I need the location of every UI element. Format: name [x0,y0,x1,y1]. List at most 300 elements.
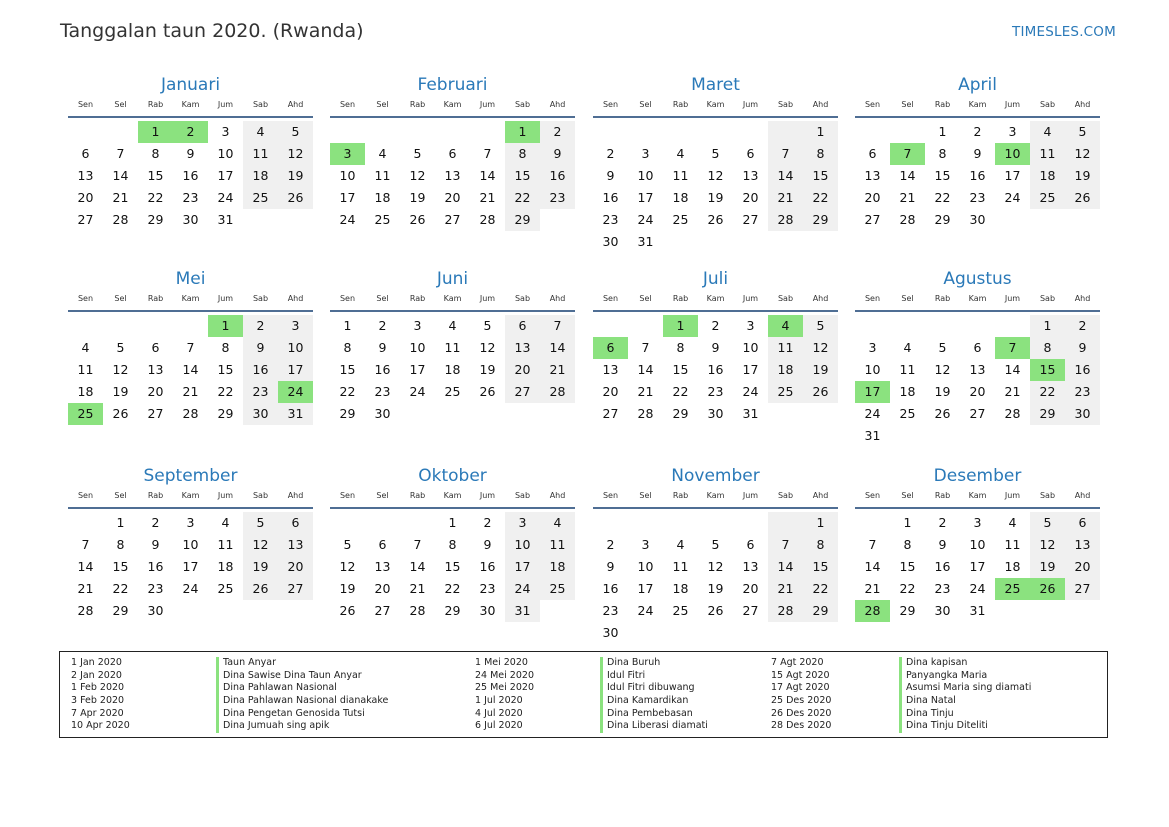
holiday-day-cell: 24 [278,381,313,403]
day-cell: 18 [672,581,689,596]
day-cell: 12 [409,168,426,183]
empty-cell [435,121,470,143]
day-cell: 20 [77,190,94,205]
day-cell: 27 [864,212,881,227]
day-cell: 5 [1065,121,1100,143]
day-cell: 25 [672,603,689,618]
day-cell: 28 [479,212,496,227]
weekday-label: Jum [217,491,234,500]
day-cell: 8 [676,340,685,355]
legend-holiday-name: Dina Pembebasan [600,708,708,721]
weekday-label: Jum [1004,294,1021,303]
day-cell: 23 [707,384,724,399]
day-cell: 9 [151,537,160,552]
day-grid [330,315,575,425]
weekday-label: Jum [217,294,234,303]
legend-date: 15 Agt 2020 [771,669,830,681]
day-cell: 16 [602,581,619,596]
day-cell: 10 [505,534,540,556]
day-cell: 23 [243,381,278,403]
month-april [855,74,1100,231]
day-cell: 27 [505,381,540,403]
day-cell: 22 [112,581,129,596]
day-cell: 23 [602,603,619,618]
empty-cell [628,315,663,337]
legend-date: 6 Jul 2020 [475,720,523,732]
day-cell: 2 [711,318,720,333]
day-cell: 17 [637,190,654,205]
weekday-label: Sab [1039,294,1056,303]
day-cell: 7 [413,537,422,552]
day-cell: 15 [112,559,129,574]
day-cell: 24 [182,581,199,596]
day-cell: 23 [934,581,951,596]
legend-date: 1 Mei 2020 [475,657,528,668]
day-cell: 9 [1065,337,1100,359]
day-cell: 29 [147,212,164,227]
weekday-label: Ahd [1074,491,1091,500]
day-cell: 23 [540,187,575,209]
day-cell: 13 [278,534,313,556]
day-cell: 25 [672,212,689,227]
day-cell: 19 [339,581,356,596]
weekday-label: Rab [409,294,426,303]
weekday-label: Rab [672,491,689,500]
day-cell: 6 [746,537,755,552]
month-name: Oktober [418,466,487,486]
day-cell: 23 [182,190,199,205]
day-cell: 14 [479,168,496,183]
day-cell: 5 [343,537,352,552]
weekday-label: Kam [443,294,462,303]
weekday-label: Sel [901,294,914,303]
day-cell: 15 [672,362,689,377]
legend-holiday-name: Dina Pahlawan Nasional dianakake [216,695,388,708]
weekday-label: Kam [706,100,725,109]
day-cell: 29 [112,603,129,618]
day-cell: 30 [479,603,496,618]
day-cell: 30 [243,403,278,425]
day-cell: 9 [186,146,195,161]
day-cell: 15 [339,362,356,377]
day-cell: 14 [409,559,426,574]
day-cell: 21 [864,581,881,596]
weekday-label: Sab [514,294,531,303]
day-cell: 2 [973,124,982,139]
day-cell: 1 [1030,315,1065,337]
day-cell: 16 [540,165,575,187]
day-cell: 23 [969,190,986,205]
day-cell: 17 [339,190,356,205]
day-cell: 28 [1004,406,1021,421]
weekday-label: Kam [443,100,462,109]
weekday-label: Sen [864,294,881,303]
day-cell: 18 [77,384,94,399]
day-cell: 4 [903,340,912,355]
day-cell: 17 [409,362,426,377]
day-cell: 8 [505,143,540,165]
day-cell: 10 [637,168,654,183]
day-cell: 16 [374,362,391,377]
day-cell: 21 [409,581,426,596]
day-cell: 28 [899,212,916,227]
weekday-label: Ahd [1074,294,1091,303]
day-cell: 23 [374,384,391,399]
day-cell: 30 [707,406,724,421]
day-cell: 3 [746,318,755,333]
weekday-label: Sel [376,100,389,109]
empty-cell [768,512,803,534]
day-cell: 17 [182,559,199,574]
day-cell: 22 [444,581,461,596]
weekday-label: Kam [181,294,200,303]
day-cell: 2 [378,318,387,333]
day-cell: 15 [444,559,461,574]
day-cell: 6 [278,512,313,534]
day-cell: 6 [868,146,877,161]
day-cell: 5 [243,512,278,534]
day-cell: 13 [969,362,986,377]
day-cell: 5 [803,315,838,337]
month-september [68,465,313,622]
empty-cell [593,121,628,143]
empty-cell [68,512,103,534]
weekday-label: Jum [479,294,496,303]
holiday-day-cell: 26 [1030,578,1065,600]
empty-cell [663,121,698,143]
day-cell: 17 [1004,168,1021,183]
empty-cell [330,121,365,143]
day-cell: 12 [112,362,129,377]
day-cell: 26 [803,381,838,403]
empty-cell [628,512,663,534]
legend-holiday-name: Dina Jumuah sing apik [216,720,388,733]
day-cell: 3 [641,537,650,552]
day-cell: 24 [409,384,426,399]
day-cell: 4 [448,318,457,333]
day-cell: 1 [903,515,912,530]
day-cell: 12 [707,168,724,183]
day-cell: 9 [483,537,492,552]
empty-cell [330,512,365,534]
day-cell: 8 [903,537,912,552]
day-cell: 6 [448,146,457,161]
holiday-day-cell: 7 [995,337,1030,359]
empty-cell [400,512,435,534]
day-cell: 13 [505,337,540,359]
day-cell: 19 [934,384,951,399]
month-name: Juli [702,269,729,289]
legend-date: 28 Des 2020 [771,720,832,732]
day-cell: 10 [969,537,986,552]
weekday-label: Jum [217,100,234,109]
day-cell: 6 [378,537,387,552]
day-cell: 1 [938,124,947,139]
weekday-label: Rab [147,294,164,303]
day-cell: 25 [374,212,391,227]
weekday-label: Sen [339,294,356,303]
day-cell: 3 [1008,124,1017,139]
day-cell: 12 [934,362,951,377]
weekday-label: Sab [252,491,269,500]
day-cell: 28 [409,603,426,618]
day-cell: 27 [969,406,986,421]
month-oktober [330,465,575,622]
day-cell: 9 [606,168,615,183]
empty-cell [365,121,400,143]
day-cell: 16 [182,168,199,183]
weekday-label: Sab [1039,491,1056,500]
day-cell: 2 [483,515,492,530]
month-februari [330,74,575,231]
day-cell: 24 [742,384,759,399]
legend-date: 1 Feb 2020 [71,682,125,694]
day-cell: 11 [217,537,234,552]
empty-cell [593,512,628,534]
day-cell: 20 [278,556,313,578]
legend-holiday-name: Idul Fitri dibuwang [600,682,708,695]
day-cell: 3 [278,315,313,337]
day-cell: 10 [182,537,199,552]
day-grid [593,315,838,425]
weekday-label: Ahd [812,491,829,500]
legend-holiday-name: Dina Kamardikan [600,695,708,708]
month-mei [68,268,313,425]
weekday-label: Sen [602,491,619,500]
weekday-header [593,290,838,312]
day-cell: 16 [934,559,951,574]
weekday-label: Ahd [549,100,566,109]
weekday-label: Sel [639,491,652,500]
day-cell: 26 [278,187,313,209]
day-cell: 12 [243,534,278,556]
day-cell: 13 [147,362,164,377]
holiday-day-cell: 1 [208,315,243,337]
weekday-label: Sen [339,491,356,500]
day-grid [330,512,575,622]
day-cell: 16 [707,362,724,377]
day-cell: 7 [483,146,492,161]
day-cell: 22 [339,384,356,399]
weekday-label: Ahd [812,294,829,303]
day-cell: 17 [278,359,313,381]
weekday-label: Rab [672,294,689,303]
day-cell: 24 [969,581,986,596]
day-cell: 21 [77,581,94,596]
day-cell: 1 [803,121,838,143]
day-cell: 5 [116,340,125,355]
day-cell: 28 [112,212,129,227]
day-cell: 16 [243,359,278,381]
day-cell: 23 [1065,381,1100,403]
day-cell: 6 [1065,512,1100,534]
day-cell: 13 [1065,534,1100,556]
day-cell: 8 [803,534,838,556]
empty-cell [138,315,173,337]
day-cell: 20 [444,190,461,205]
day-cell: 20 [742,581,759,596]
day-cell: 22 [147,190,164,205]
day-cell: 14 [899,168,916,183]
weekday-header [330,487,575,509]
weekday-label: Jum [479,100,496,109]
legend-holiday-name: Panyangka Maria [899,670,1031,683]
day-cell: 28 [540,381,575,403]
day-cell: 4 [676,537,685,552]
weekday-header [68,290,313,312]
weekday-label: Kam [968,294,987,303]
legend-holiday-name: Dina Tinju Diteliti [899,720,1031,733]
weekday-label: Sab [1039,100,1056,109]
day-cell: 24 [1004,190,1021,205]
day-cell: 8 [1030,337,1065,359]
day-cell: 14 [864,559,881,574]
day-cell: 14 [77,559,94,574]
day-grid [855,315,1100,447]
day-cell: 4 [378,146,387,161]
day-cell: 5 [413,146,422,161]
day-cell: 31 [278,403,313,425]
legend-holiday-name: Idul Fitri [600,670,708,683]
day-cell: 6 [151,340,160,355]
day-cell: 26 [934,406,951,421]
weekday-label: Sel [639,294,652,303]
day-cell: 9 [540,143,575,165]
weekday-label: Sab [777,100,794,109]
day-grid [593,512,838,644]
day-cell: 1 [448,515,457,530]
day-cell: 4 [81,340,90,355]
day-cell: 7 [768,534,803,556]
weekday-label: Sel [114,294,127,303]
day-cell: 17 [505,556,540,578]
weekday-label: Rab [672,100,689,109]
empty-cell [400,121,435,143]
weekday-label: Ahd [287,491,304,500]
holiday-day-cell: 3 [330,143,365,165]
holiday-day-cell: 2 [173,121,208,143]
day-cell: 5 [483,318,492,333]
day-cell: 29 [1030,403,1065,425]
month-agustus [855,268,1100,447]
day-cell: 29 [444,603,461,618]
legend-date: 1 Jan 2020 [71,657,122,668]
day-cell: 25 [1030,187,1065,209]
day-cell: 20 [742,190,759,205]
day-cell: 29 [899,603,916,618]
day-cell: 25 [540,578,575,600]
month-name: Juni [436,269,469,289]
month-januari [68,74,313,231]
empty-cell [733,121,768,143]
empty-cell [470,121,505,143]
weekday-label: Rab [409,100,426,109]
month-name: Mei [175,269,206,289]
empty-cell [173,315,208,337]
day-cell: 28 [768,600,803,622]
day-cell: 26 [339,603,356,618]
weekday-label: Sen [77,491,94,500]
weekday-label: Sen [339,100,356,109]
day-cell: 4 [1030,121,1065,143]
day-cell: 21 [899,190,916,205]
weekday-label: Kam [968,491,987,500]
weekday-header [330,290,575,312]
day-cell: 26 [409,212,426,227]
holiday-day-cell: 17 [855,381,890,403]
day-cell: 2 [151,515,160,530]
day-cell: 2 [606,146,615,161]
day-cell: 30 [969,212,986,227]
day-cell: 21 [479,190,496,205]
legend-dates-col-3 [771,657,831,733]
day-cell: 27 [742,603,759,618]
day-cell: 5 [938,340,947,355]
day-cell: 11 [899,362,916,377]
legend-date: 7 Agt 2020 [771,657,824,668]
month-maret [593,74,838,253]
day-cell: 19 [803,359,838,381]
day-cell: 12 [1065,143,1100,165]
day-cell: 3 [413,318,422,333]
legend-holiday-name: Asumsi Maria sing diamati [899,682,1031,695]
day-cell: 11 [1004,537,1021,552]
weekday-header [593,487,838,509]
day-cell: 17 [742,362,759,377]
legend-date: 10 Apr 2020 [71,720,130,732]
day-cell: 31 [637,234,654,249]
day-cell: 23 [479,581,496,596]
day-cell: 29 [672,406,689,421]
weekday-header [68,487,313,509]
month-juni [330,268,575,425]
day-cell: 10 [409,340,426,355]
day-cell: 23 [602,212,619,227]
day-cell: 9 [243,337,278,359]
day-cell: 28 [182,406,199,421]
legend-date: 26 Des 2020 [771,707,832,719]
day-cell: 19 [1030,556,1065,578]
site-logo-link[interactable]: TIMESLES.COM [1012,24,1116,40]
day-cell: 2 [243,315,278,337]
day-cell: 31 [217,212,234,227]
legend-date: 25 Des 2020 [771,695,832,707]
day-cell: 14 [1004,362,1021,377]
month-name: Maret [691,75,740,95]
legend-holiday-name: Dina Natal [899,695,1031,708]
day-cell: 5 [711,537,720,552]
day-grid [855,512,1100,622]
day-grid [330,121,575,231]
day-cell: 19 [707,581,724,596]
day-cell: 7 [116,146,125,161]
day-cell: 2 [1065,315,1100,337]
day-cell: 11 [444,340,461,355]
day-cell: 3 [868,340,877,355]
day-cell: 13 [374,559,391,574]
holiday-day-cell: 25 [68,403,103,425]
day-cell: 16 [969,168,986,183]
holiday-day-cell: 6 [593,337,628,359]
weekday-header [330,96,575,118]
day-cell: 24 [637,212,654,227]
legend-date: 24 Mei 2020 [475,669,534,681]
day-cell: 7 [868,537,877,552]
day-cell: 30 [1065,403,1100,425]
day-cell: 8 [221,340,230,355]
day-cell: 11 [672,559,689,574]
day-cell: 20 [505,359,540,381]
